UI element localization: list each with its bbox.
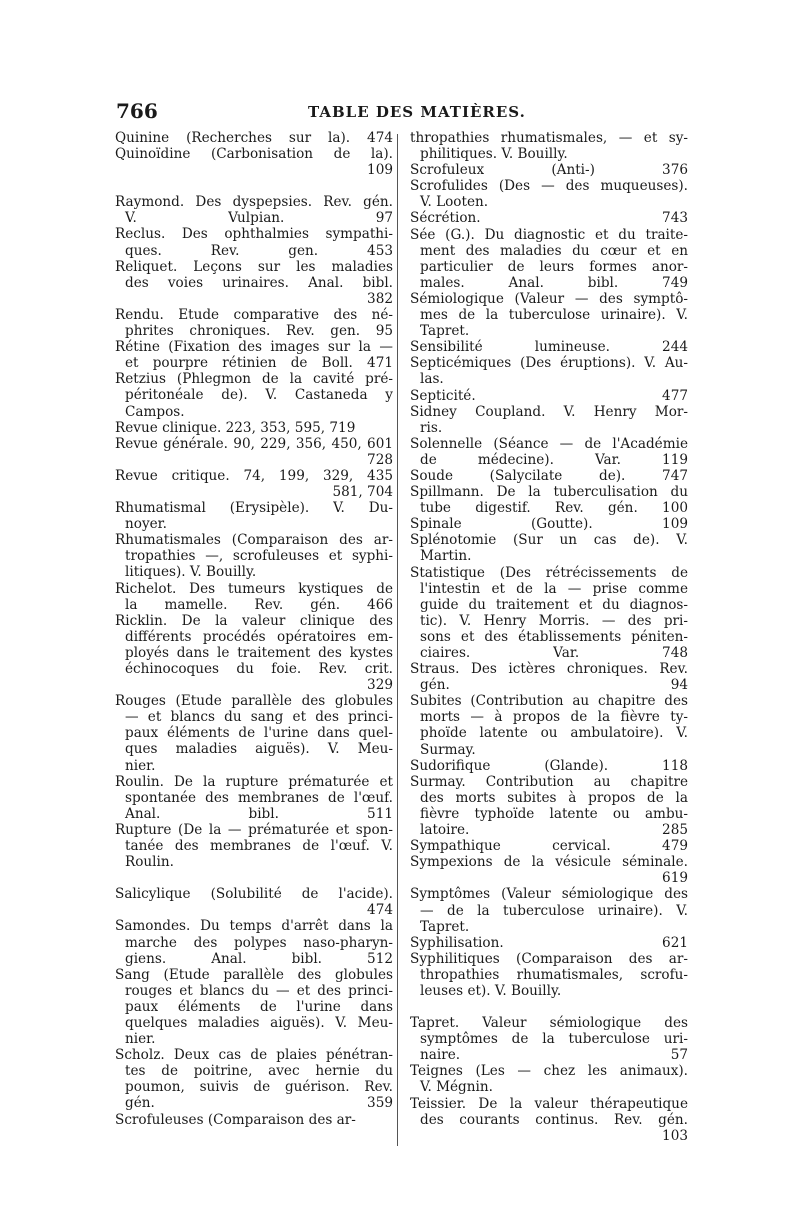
running-title: TABLE DES MATIÈRES. bbox=[308, 103, 526, 121]
index-entry bbox=[115, 886, 393, 918]
entry-line: Ricklin. De la valeur clinique des bbox=[115, 612, 393, 629]
entry-line: litiques). V. Bouilly. bbox=[125, 564, 257, 581]
entry-line: Salicylique (Solubilité de l'acide). bbox=[115, 886, 393, 903]
entry-line: paux éléments de l'urine dans quel- bbox=[125, 725, 393, 742]
entry-line: symptômes de la tuberculose uri- bbox=[420, 1031, 688, 1048]
entry-line: Richelot. Des tumeurs kystiques de bbox=[115, 580, 393, 597]
entry-line: nier. bbox=[125, 757, 156, 774]
entry-line: Sémiologique (Valeur — des symptô- bbox=[410, 290, 688, 307]
entry-line: Reliquet. Leçons sur les maladies bbox=[115, 258, 393, 275]
index-entry bbox=[410, 355, 688, 387]
index-entry bbox=[115, 613, 393, 693]
index-entry bbox=[410, 516, 688, 532]
entry-line: Sang (Etude parallèle des globules bbox=[115, 966, 393, 983]
entry-line: Rétine (Fixation des images sur la — bbox=[115, 339, 393, 356]
entry-line: de médecine). Var. 119 bbox=[420, 451, 688, 468]
entry-line: Subites (Contribution au chapitre des bbox=[410, 693, 688, 710]
index-entry bbox=[115, 259, 393, 307]
index-entry bbox=[115, 420, 393, 436]
index-entry bbox=[410, 227, 688, 291]
entry-line: Campos. bbox=[125, 403, 185, 420]
index-entry bbox=[410, 1015, 688, 1063]
entry-line: Martin. bbox=[420, 548, 472, 565]
index-column-right bbox=[410, 130, 688, 1144]
index-entry bbox=[410, 935, 688, 951]
entry-line: et pourpre rétinien de Boll. 471 bbox=[125, 355, 393, 372]
entry-line: 382 bbox=[367, 290, 393, 307]
index-entry bbox=[410, 532, 688, 564]
index-entry bbox=[115, 468, 393, 500]
index-entry bbox=[410, 178, 688, 210]
entry-line: Sidney Coupland. V. Henry Mor- bbox=[410, 403, 688, 420]
entry-line: V. Vulpian. 97 bbox=[125, 210, 393, 227]
entry-line: Teignes (Les — chez les animaux). bbox=[410, 1063, 688, 1080]
entry-line: poumon, suivis de guérison. Rev. bbox=[125, 1079, 393, 1096]
entry-line: tic). V. Henry Morris. — des pri- bbox=[420, 612, 688, 629]
entry-line: Straus. Des ictères chroniques. Rev. bbox=[410, 661, 688, 678]
entry-line: nier. bbox=[125, 1031, 156, 1048]
entry-line: échinocoques du foie. Rev. crit. bbox=[125, 661, 393, 677]
entry-line: phrites chroniques. Rev. gen. 95 bbox=[125, 323, 393, 340]
index-entry bbox=[410, 774, 688, 838]
index-entry bbox=[410, 404, 688, 436]
entry-line: Retzius (Phlegmon de la cavité pré- bbox=[115, 371, 393, 388]
entry-line: — et blancs du sang et des princi- bbox=[125, 709, 393, 726]
entry-line: Sensibilité lumineuse. 244 bbox=[410, 339, 688, 356]
entry-line: Scrofulides (Des — des muqueuses). bbox=[410, 178, 688, 195]
entry-line: Rendu. Etude comparative des né- bbox=[115, 306, 393, 323]
entry-line: Raymond. Des dyspepsies. Rev. gén. bbox=[115, 194, 393, 211]
entry-line: Sudorifique (Glande). 118 bbox=[410, 757, 688, 774]
section-gap bbox=[115, 870, 393, 886]
index-column-left bbox=[115, 130, 393, 1128]
entry-line: 329 bbox=[367, 677, 393, 694]
section-gap bbox=[115, 178, 393, 194]
index-entry bbox=[115, 967, 393, 1047]
entry-line: Anal. bibl. 511 bbox=[125, 805, 393, 822]
entry-line: 728 bbox=[367, 451, 393, 468]
entry-line: Spinale (Goutte). 109 bbox=[410, 516, 688, 533]
index-entry bbox=[115, 339, 393, 371]
entry-line: Reclus. Des ophthalmies sympathi- bbox=[115, 226, 393, 243]
entry-line: marche des polypes naso-pharyn- bbox=[125, 934, 393, 951]
entry-line: ment des maladies du cœur et en bbox=[420, 242, 688, 259]
entry-line: Sympathique cervical. 479 bbox=[410, 838, 688, 855]
entry-line: Revue critique. 74, 199, 329, 435 bbox=[115, 467, 393, 484]
entry-line: Quinine (Recherches sur la). 474 bbox=[115, 130, 393, 146]
entry-line: phoïde latente ou ambulatoire). V. bbox=[420, 725, 688, 742]
entry-line: ciaires. Var. 748 bbox=[420, 645, 688, 661]
index-entry bbox=[410, 484, 688, 516]
index-entry bbox=[115, 226, 393, 258]
index-entry bbox=[410, 339, 688, 355]
entry-line: l'intestin et de la — prise comme bbox=[420, 580, 688, 597]
index-entry bbox=[115, 1047, 393, 1111]
entry-line: péritonéale de). V. Castaneda y bbox=[125, 387, 393, 404]
index-entry bbox=[115, 532, 393, 580]
index-entry bbox=[410, 951, 688, 999]
entry-line: ques. Rev. gen. 453 bbox=[125, 242, 393, 259]
index-entry bbox=[115, 693, 393, 773]
page-number: 766 bbox=[116, 99, 158, 123]
entry-line: latoire. 285 bbox=[420, 822, 688, 839]
entry-line: morts — à propos de la fièvre ty- bbox=[420, 709, 688, 726]
entry-line: particulier de leurs formes anor- bbox=[420, 258, 688, 275]
index-entry bbox=[410, 130, 688, 162]
entry-line: naire. 57 bbox=[420, 1047, 688, 1064]
index-entry bbox=[410, 1063, 688, 1095]
index-entry bbox=[115, 1112, 393, 1128]
index-entry bbox=[410, 210, 688, 226]
entry-line: Sympexions de la vésicule séminale. bbox=[410, 854, 688, 871]
index-entry bbox=[410, 693, 688, 757]
index-entry bbox=[115, 918, 393, 966]
entry-line: giens. Anal. bibl. 512 bbox=[125, 950, 393, 967]
index-entry bbox=[410, 388, 688, 404]
entry-line: thropathies rhumatismales, — et sy- bbox=[410, 130, 688, 146]
index-entry bbox=[410, 291, 688, 339]
index-entry bbox=[410, 468, 688, 484]
index-entry bbox=[115, 307, 393, 339]
index-entry bbox=[410, 886, 688, 934]
entry-line: V. Mégnin. bbox=[420, 1079, 493, 1096]
index-entry bbox=[115, 130, 393, 146]
entry-line: guide du traitement et du diagnos- bbox=[420, 596, 688, 613]
index-entry bbox=[115, 774, 393, 822]
entry-line: Solennelle (Séance — de l'Académie bbox=[410, 435, 688, 452]
entry-line: philitiques. V. Bouilly. bbox=[420, 146, 568, 163]
index-entry bbox=[115, 500, 393, 532]
column-divider bbox=[397, 134, 398, 1146]
entry-line: tanée des membranes de l'œuf. V. bbox=[125, 838, 393, 855]
entry-line: Scrofuleuses (Comparaison des ar- bbox=[115, 1111, 356, 1128]
entry-line: rouges et blancs du — et des princi- bbox=[125, 982, 393, 999]
index-entry bbox=[115, 436, 393, 468]
entry-line: Splénotomie (Sur un cas de). V. bbox=[410, 532, 688, 549]
entry-line: ques maladies aiguës). V. Meu- bbox=[125, 741, 393, 758]
entry-line: Tapret. Valeur sémiologique des bbox=[410, 1015, 688, 1032]
index-entry bbox=[410, 1096, 688, 1144]
entry-line: la mamelle. Rev. gén. 466 bbox=[125, 596, 393, 613]
entry-line: Symptômes (Valeur sémiologique des bbox=[410, 886, 688, 903]
entry-line: Surmay. bbox=[420, 741, 476, 758]
entry-line: tes de poitrine, avec hernie du bbox=[125, 1063, 393, 1080]
index-entry bbox=[115, 371, 393, 419]
entry-line: V. Looten. bbox=[420, 194, 489, 211]
index-entry bbox=[115, 822, 393, 870]
entry-line: quelques maladies aiguës). V. Meu- bbox=[125, 1014, 393, 1031]
entry-line: Surmay. Contribution au chapitre bbox=[410, 773, 688, 790]
entry-line: Septicité. 477 bbox=[410, 387, 688, 404]
entry-line: Revue générale. 90, 229, 356, 450, 601 bbox=[115, 435, 393, 452]
entry-line: males. Anal. bibl. 749 bbox=[420, 274, 688, 291]
entry-line: 103 bbox=[662, 1127, 688, 1144]
index-entry bbox=[115, 194, 393, 226]
entry-line: Sécrétion. 743 bbox=[410, 210, 688, 227]
entry-line: 109 bbox=[367, 162, 393, 179]
index-entry bbox=[410, 661, 688, 693]
index-entry bbox=[410, 565, 688, 662]
entry-line: différents procédés opératoires em- bbox=[125, 628, 393, 645]
index-entry bbox=[410, 436, 688, 468]
entry-line: paux éléments de l'urine dans bbox=[125, 998, 393, 1015]
entry-line: gén. 359 bbox=[125, 1095, 393, 1112]
entry-line: Samondes. Du temps d'arrêt dans la bbox=[115, 918, 393, 935]
entry-line: Roulin. bbox=[125, 854, 174, 871]
index-entry bbox=[410, 758, 688, 774]
entry-line: sons et des établissements péniten- bbox=[420, 628, 688, 645]
entry-line: Rhumatismal (Erysipèle). V. Du- bbox=[115, 500, 393, 517]
entry-line: tube digestif. Rev. gén. 100 bbox=[420, 500, 688, 517]
entry-line: noyer. bbox=[125, 516, 167, 533]
entry-line: mes de la tuberculose urinaire). V. bbox=[420, 307, 688, 324]
entry-line: des voies urinaires. Anal. bibl. bbox=[125, 274, 393, 291]
entry-line: Statistique (Des rétrécissements de bbox=[410, 564, 688, 581]
index-entry bbox=[410, 854, 688, 886]
entry-line: 474 bbox=[367, 902, 393, 919]
entry-line: Syphilisation. 621 bbox=[410, 934, 688, 951]
index-entry bbox=[115, 146, 393, 178]
entry-line: des courants continus. Rev. gén. bbox=[420, 1111, 688, 1128]
entry-line: gén. 94 bbox=[420, 677, 688, 694]
entry-line: fièvre typhoïde latente ou ambu- bbox=[420, 805, 688, 822]
entry-line: ployés dans le traitement des kystes bbox=[125, 644, 393, 661]
entry-line: Revue clinique. 223, 353, 595, 719 bbox=[115, 419, 356, 436]
entry-line: Roulin. De la rupture prématurée et bbox=[115, 773, 393, 790]
entry-line: Soude (Salycilate de). 747 bbox=[410, 467, 688, 484]
entry-line: — de la tuberculose urinaire). V. bbox=[420, 902, 688, 919]
section-gap bbox=[410, 999, 688, 1015]
entry-line: 581, 704 bbox=[332, 483, 393, 500]
entry-line: 619 bbox=[662, 870, 688, 887]
index-entry bbox=[410, 162, 688, 178]
entry-line: Septicémiques (Des éruptions). V. Au- bbox=[410, 355, 688, 372]
entry-line: Spillmann. De la tuberculisation du bbox=[410, 484, 688, 501]
entry-line: Tapret. bbox=[420, 323, 470, 340]
entry-line: Teissier. De la valeur thérapeutique bbox=[410, 1095, 688, 1112]
entry-line: Rupture (De la — prématurée et spon- bbox=[115, 821, 393, 838]
entry-line: leuses et). V. Bouilly. bbox=[420, 982, 562, 999]
index-entry bbox=[115, 581, 393, 613]
entry-line: Syphilitiques (Comparaison des ar- bbox=[410, 950, 688, 967]
entry-line: tropathies —, scrofuleuses et syphi- bbox=[125, 548, 393, 565]
entry-line: thropathies rhumatismales, scrofu- bbox=[420, 966, 688, 983]
entry-line: Tapret. bbox=[420, 918, 470, 935]
entry-line: Rouges (Etude parallèle des globules bbox=[115, 693, 393, 710]
entry-line: Scholz. Deux cas de plaies pénétran- bbox=[115, 1047, 393, 1064]
entry-line: Sée (G.). Du diagnostic et du traite- bbox=[410, 226, 688, 243]
entry-line: ris. bbox=[420, 419, 443, 436]
entry-line: des morts subites à propos de la bbox=[420, 789, 688, 806]
entry-line: spontanée des membranes de l'œuf. bbox=[125, 789, 393, 806]
entry-line: Scrofuleux (Anti-) 376 bbox=[410, 162, 688, 179]
entry-line: Rhumatismales (Comparaison des ar- bbox=[115, 532, 393, 549]
entry-line: Quinoïdine (Carbonisation de la). bbox=[115, 146, 393, 163]
entry-line: las. bbox=[420, 371, 444, 388]
index-entry bbox=[410, 838, 688, 854]
